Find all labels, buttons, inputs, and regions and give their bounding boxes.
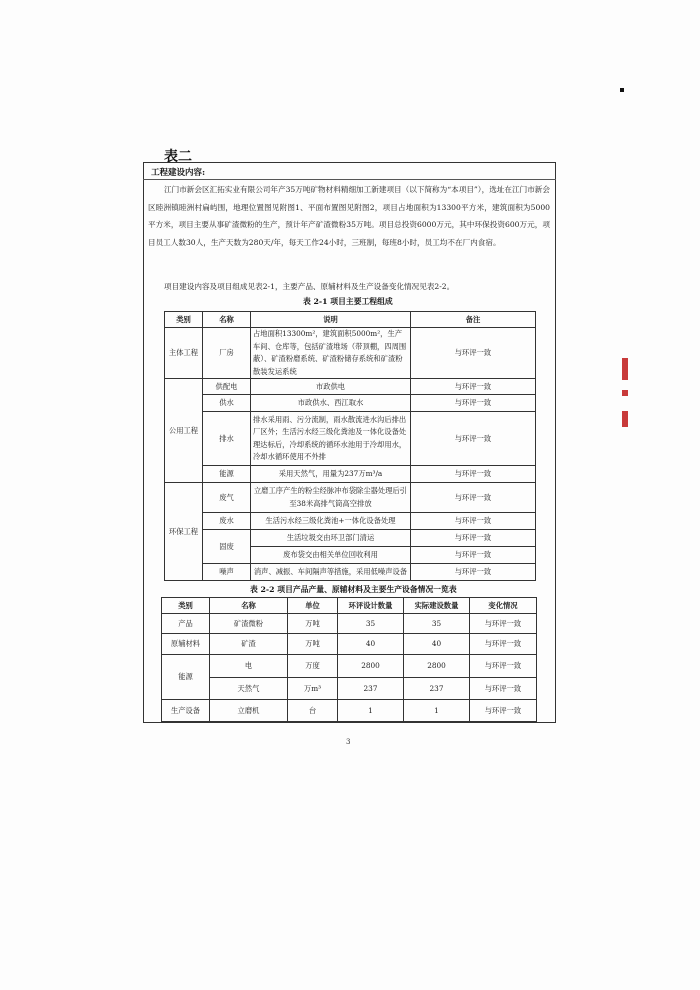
header-cell: 单位: [288, 598, 338, 614]
table-header-row: [165, 312, 536, 328]
change-cell: 与环评一致: [470, 700, 537, 722]
change-cell: 与环评一致: [470, 614, 537, 634]
table1-caption: 表 2-1 项目主要工程组成: [303, 297, 393, 306]
name-cell: 电: [210, 655, 288, 678]
name-cell: 矿渣微粉: [210, 614, 288, 634]
note-cell: 与环评一致: [411, 328, 536, 379]
table-row: [162, 655, 537, 678]
name-cell: 废水: [203, 513, 251, 530]
table-row: [162, 678, 537, 700]
section-divider: [143, 179, 556, 180]
table-row: [165, 564, 536, 581]
note-cell: 与环评一致: [411, 412, 536, 466]
red-stamp-mark: [622, 411, 628, 427]
table-row: [165, 328, 536, 379]
actual-cell: 1: [404, 700, 470, 722]
category-cell: 主体工程: [165, 328, 203, 379]
unit-cell: 万度: [288, 655, 338, 678]
note-cell: 与环评一致: [411, 564, 536, 581]
design-cell: 2800: [338, 655, 404, 678]
category-cell: 能源: [162, 655, 210, 700]
category-cell: 生产设备: [162, 700, 210, 722]
table-row: [165, 513, 536, 530]
change-cell: 与环评一致: [470, 655, 537, 678]
header-cell: 类别: [165, 312, 203, 328]
scan-dot: [620, 88, 624, 92]
table-row: [165, 530, 536, 547]
header-cell: 名称: [210, 598, 288, 614]
change-cell: 与环评一致: [470, 678, 537, 700]
note-cell: 与环评一致: [411, 395, 536, 412]
table-row: [165, 379, 536, 395]
table-reference-paragraph: 项目建设内容及项目组成见表2-1，主要产品、原辅材料及生产设备变化情况见表2-2。: [164, 282, 455, 291]
unit-cell: 万m³: [288, 678, 338, 700]
design-cell: 1: [338, 700, 404, 722]
unit-cell: 台: [288, 700, 338, 722]
desc-cell: 市政供电: [251, 379, 411, 395]
note-cell: 与环评一致: [411, 466, 536, 483]
design-cell: 35: [338, 614, 404, 634]
table-row: [162, 614, 537, 634]
category-cell: 原辅材料: [162, 634, 210, 655]
category-cell: 公用工程: [165, 379, 203, 483]
category-cell: 产品: [162, 614, 210, 634]
header-cell: 环评设计数量: [338, 598, 404, 614]
header-cell: 类别: [162, 598, 210, 614]
header-cell: 名称: [203, 312, 251, 328]
note-cell: 与环评一致: [411, 547, 536, 564]
red-stamp-mark: [622, 390, 628, 396]
name-cell: 废气: [203, 483, 251, 513]
desc-cell: 消声、减振、车间隔声等措施，采用低噪声设备: [251, 564, 411, 581]
name-cell: 能源: [203, 466, 251, 483]
header-cell: 变化情况: [470, 598, 537, 614]
name-cell: 立磨机: [210, 700, 288, 722]
header-cell: 备注: [411, 312, 536, 328]
table2-caption: 表 2-2 项目产品产量、原辅材料及主要生产设备情况一览表: [250, 585, 457, 594]
table-products-materials: [161, 597, 537, 722]
note-cell: 与环评一致: [411, 530, 536, 547]
unit-cell: 万吨: [288, 634, 338, 655]
desc-cell: 市政供水、西江取水: [251, 395, 411, 412]
desc-cell: 废布袋交由相关单位回收利用: [251, 547, 411, 564]
table-row: [165, 483, 536, 513]
desc-cell: 生活垃圾交由环卫部门清运: [251, 530, 411, 547]
name-cell: 噪声: [203, 564, 251, 581]
desc-cell: 采用天然气，用量为237万m³/a: [251, 466, 411, 483]
page-number: 3: [346, 738, 351, 746]
desc-cell: 排水采用雨、污分流制，雨水散流进水沟后排出厂区外；生活污水经三级化粪池及一体化设备处理达标后，冷却系统的循环水池用于冷却用水，冷却水循环使用不外排: [251, 412, 411, 466]
note-cell: 与环评一致: [411, 483, 536, 513]
table-header-row: [162, 598, 537, 614]
desc-cell: 立磨工序产生的粉尘经脉冲布袋除尘器处理后引至38米高排气筒高空排放: [251, 483, 411, 513]
desc-cell: 占地面积13300m²，建筑面积5000m²，生产车间、仓库等，包括矿渣堆场（带顶棚，四周围蔽）、矿渣粉磨系统、矿渣粉储存系统和矿渣粉散装发运系统: [251, 328, 411, 379]
table-project-composition: [164, 311, 536, 581]
name-cell: 矿渣: [210, 634, 288, 655]
table-row: [162, 634, 537, 655]
change-cell: 与环评一致: [470, 634, 537, 655]
unit-cell: 万吨: [288, 614, 338, 634]
table-row: [162, 700, 537, 722]
header-cell: 实际建设数量: [404, 598, 470, 614]
note-cell: 与环评一致: [411, 513, 536, 530]
name-cell: 供配电: [203, 379, 251, 395]
section-title: 工程建设内容:: [151, 168, 206, 178]
actual-cell: 2800: [404, 655, 470, 678]
page-title: 表二: [164, 149, 192, 165]
header-cell: 说明: [251, 312, 411, 328]
actual-cell: 35: [404, 614, 470, 634]
category-cell: 环保工程: [165, 483, 203, 581]
table-row: [165, 466, 536, 483]
note-cell: 与环评一致: [411, 379, 536, 395]
red-stamp-mark: [622, 358, 628, 380]
name-cell: 厂房: [203, 328, 251, 379]
actual-cell: 40: [404, 634, 470, 655]
design-cell: 237: [338, 678, 404, 700]
desc-cell: 生活污水经三级化粪池+一体化设备处理: [251, 513, 411, 530]
name-cell: 排水: [203, 412, 251, 466]
design-cell: 40: [338, 634, 404, 655]
name-cell: 固废: [203, 530, 251, 564]
name-cell: 天然气: [210, 678, 288, 700]
table-row: [165, 412, 536, 466]
table-row: [165, 395, 536, 412]
name-cell: 供水: [203, 395, 251, 412]
intro-paragraph: 江门市新会区汇拓实业有限公司年产35万吨矿物材料精细加工新建项目（以下简称为“本项目”），选址在江门市新会区睦洲镇睦洲村扁屿围，地理位置图见附图1、平面布置图见附图2，项目占地面积为13300平方米，建筑面积为5000平方米，项目主要从事矿渣微粉的生产，预计年产矿渣微粉35万吨。项目总投资6000万元，其中环保投资600万元，项目员工人数30人，生产天数为280天/年，每天工作24小时，三班制，每班8小时，员工均不在厂内食宿。: [148, 185, 550, 247]
actual-cell: 237: [404, 678, 470, 700]
